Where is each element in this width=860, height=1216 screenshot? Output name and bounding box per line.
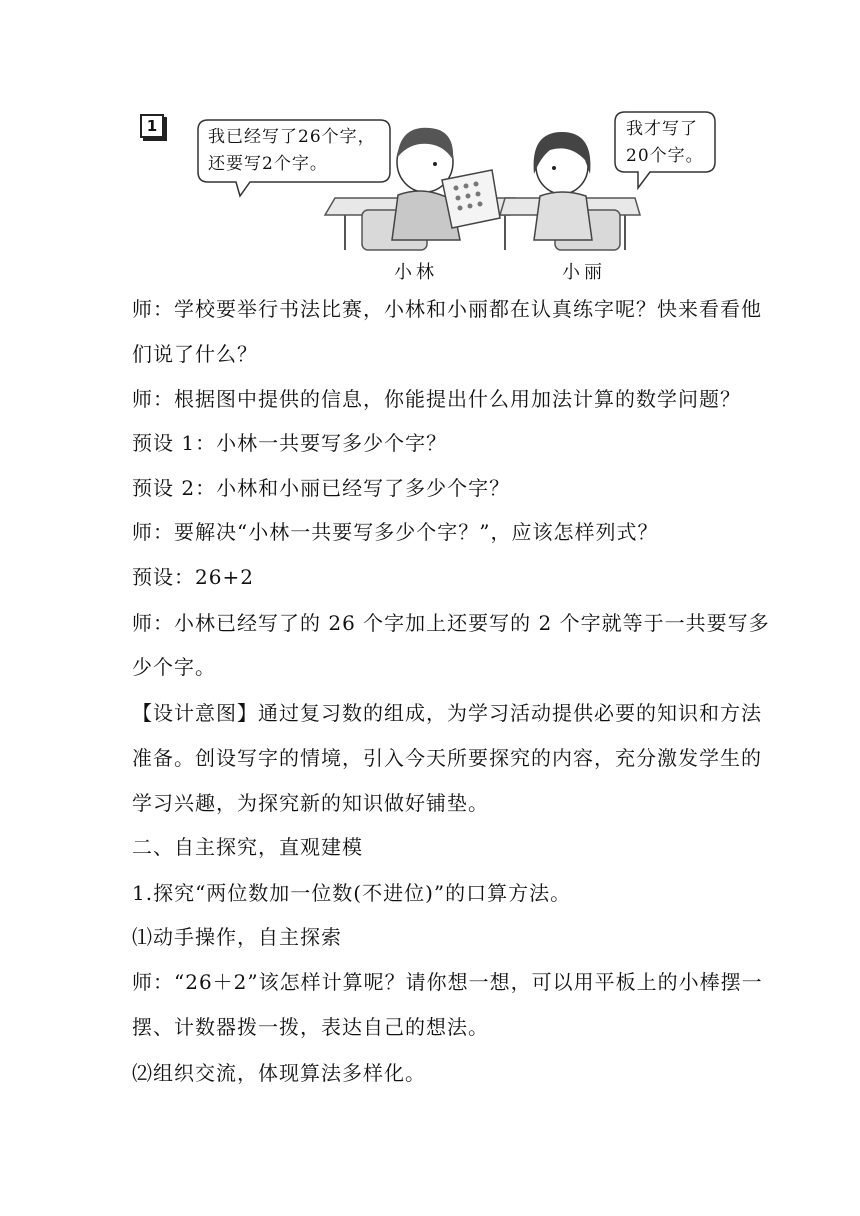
- boy-name-label: 小林: [394, 262, 438, 283]
- paragraph-line: ⑵组织交流，体现算法多样化。: [132, 1061, 426, 1085]
- paragraph-line: 师：根据图中提供的信息，你能提出什么用加法计算的数学问题？: [132, 387, 741, 411]
- paragraph-line: 预设：26+2: [132, 565, 254, 589]
- paragraph-line: 准备。创设写字的情境，引入今天所要探究的内容，充分激发学生的: [132, 746, 762, 770]
- paragraph-line: 师：要解决“小林一共要写多少个字？”，应该怎样列式？: [132, 520, 659, 544]
- paragraph-line: 师：学校要举行书法比赛，小林和小丽都在认真练字呢？快来看看他: [132, 297, 762, 321]
- girl-speech-line-1: 我才写了: [626, 119, 698, 139]
- paragraph-line: 预设 2：小林和小丽已经写了多少个字？: [132, 476, 511, 500]
- paragraph-line: ⑴动手操作，自主探索: [132, 925, 342, 949]
- paragraph-line: 【设计意图】通过复习数的组成，为学习活动提供必要的知识和方法: [132, 701, 762, 725]
- paragraph-line: 少个字。: [132, 655, 216, 679]
- section-heading: 二、自主探究，直观建模: [132, 835, 363, 859]
- paragraph-line: 1.探究“两位数加一位数(不进位)”的口算方法。: [132, 881, 572, 905]
- paragraph-line: 预设 1：小林一共要写多少个字？: [132, 431, 448, 455]
- paragraph-line: 学习兴趣，为探究新的知识做好铺垫。: [132, 791, 489, 815]
- boy-speech-line-1: 我已经写了26个字，: [208, 127, 376, 147]
- girl-name-label: 小丽: [562, 262, 606, 283]
- paragraph-line: 摆、计数器拨一拨，表达自己的想法。: [132, 1015, 489, 1039]
- girl-speech-bubble: [626, 116, 704, 170]
- textbook-illustration: [130, 100, 750, 290]
- paragraph-line: 师：小林已经写了的 26 个字加上还要写的 2 个字就等于一共要写多: [132, 611, 770, 635]
- boy-speech-bubble: [208, 124, 376, 178]
- boy-speech-line-2: 还要写2个字。: [208, 154, 328, 174]
- paragraph-line: 们说了什么？: [132, 342, 258, 366]
- exercise-number: 1: [140, 114, 164, 138]
- girl-speech-line-2: 20个字。: [626, 146, 704, 166]
- paragraph-line: 师：“26＋2”该怎样计算呢？请你想一想，可以用平板上的小棒摆一: [132, 970, 763, 994]
